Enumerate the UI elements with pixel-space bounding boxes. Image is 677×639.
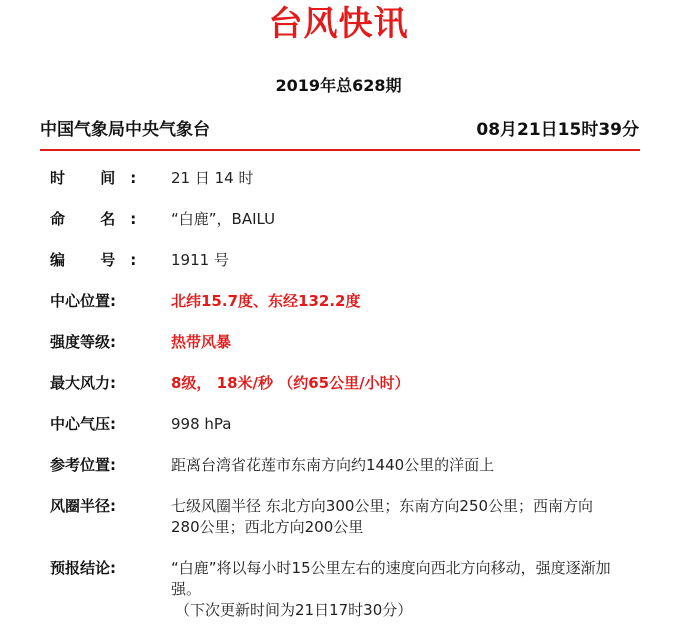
row-center-pressure-label: 中心气压:: [50, 415, 116, 433]
row-center-pressure-value: 998 hPa: [171, 415, 232, 433]
header-divider: [40, 149, 640, 151]
forecast-text: “白鹿”将以每小时15公里左右的速度向西北方向移动，强度逐渐加强。: [171, 559, 611, 598]
row-name-label: 命 名:: [50, 210, 152, 228]
row-name-value: “白鹿”，BAILU: [171, 210, 276, 228]
row-forecast-label: 预报结论:: [50, 559, 116, 577]
row-center-position-value: 北纬15.7度、东经132.2度: [171, 292, 361, 310]
row-forecast-value: [171, 558, 611, 621]
row-wind-radius-label: 风圈半径:: [50, 497, 116, 515]
issue-number: 2019年总628期: [275, 76, 402, 95]
row-max-wind-label: 最大风力:: [50, 374, 116, 392]
row-number-value: 1911 号: [171, 251, 229, 269]
row-number-label: 编 号:: [50, 251, 152, 269]
next-update-note: （下次更新时间为21日17时30分）: [175, 601, 413, 619]
row-time-value: 21 日 14 时: [171, 169, 254, 187]
row-max-wind-value: 8级， 18米/秒 （约65公里/小时）: [171, 374, 410, 392]
row-intensity-value: 热带风暴: [171, 333, 232, 351]
row-time-label: 时 间:: [50, 169, 152, 187]
row-reference-position-value: 距离台湾省花莲市东南方向约1440公里的洋面上: [171, 456, 495, 474]
issuing-agency: 中国气象局中央气象台: [40, 120, 210, 140]
row-center-position-label: 中心位置:: [50, 292, 116, 310]
row-wind-radius-value: 七级风圈半径 东北方向300公里；东南方向250公里；西南方向280公里；西北方向200公里: [171, 497, 594, 536]
bulletin-title: 台风快讯: [268, 4, 409, 44]
row-intensity-label: 强度等级:: [50, 333, 116, 351]
issue-datetime: 08月21日15时39分: [476, 120, 639, 140]
row-reference-position-label: 参考位置:: [50, 456, 116, 474]
